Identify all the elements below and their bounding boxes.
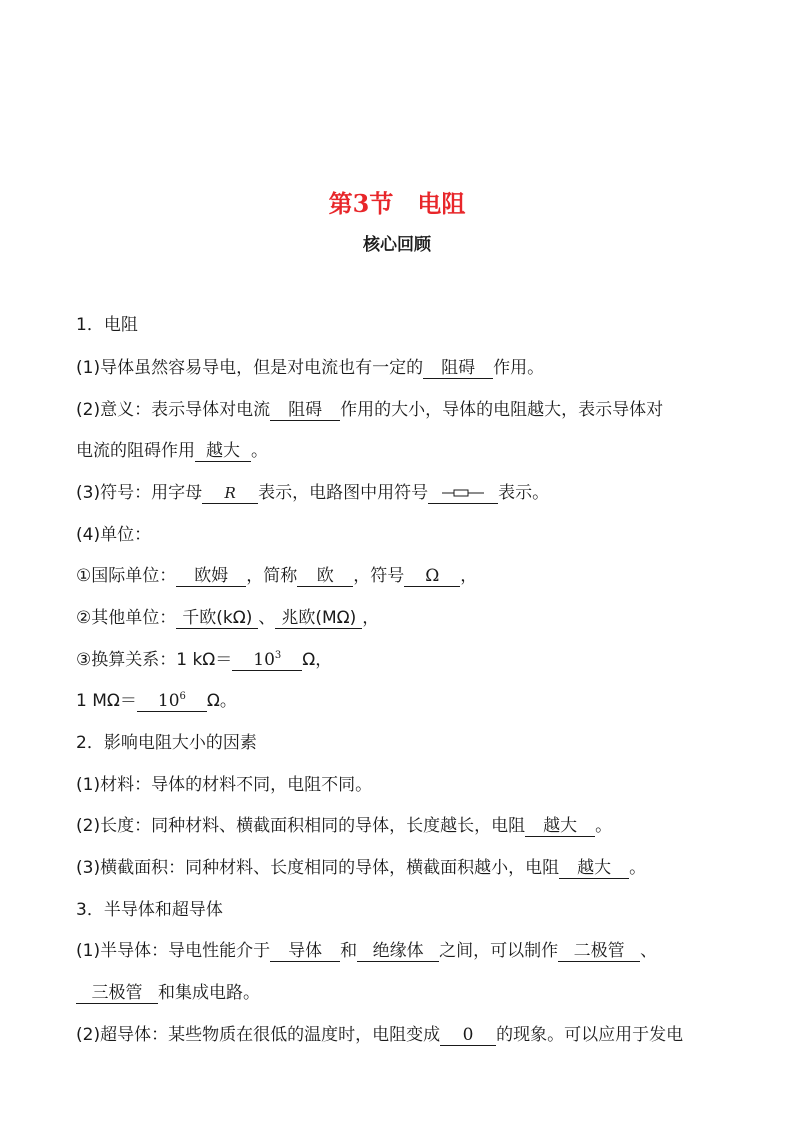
- text: ，: [460, 566, 478, 586]
- text: 表示，电路图中用符号: [258, 483, 429, 503]
- answer-blank: [232, 650, 302, 671]
- section-2-heading: 2．影响电阻大小的因素: [76, 733, 257, 753]
- answer-blank: 千欧(kΩ): [176, 608, 258, 629]
- text: 1 MΩ＝: [76, 691, 137, 711]
- resistor-symbol-blank: [428, 483, 498, 504]
- text: 和集成电路。: [158, 983, 260, 1003]
- s3-p1: [76, 939, 657, 963]
- s1-u1: [76, 564, 477, 588]
- power-exponent: 3: [274, 650, 282, 661]
- text: Ω，: [302, 650, 333, 670]
- resistor-symbol-icon: [440, 487, 486, 499]
- s1-p2-cont: [76, 439, 268, 463]
- answer-blank: 0: [440, 1025, 496, 1046]
- answer-blank: 越大: [559, 858, 629, 879]
- answer-blank: 二极管: [558, 941, 640, 962]
- text: 之间，可以制作: [439, 941, 559, 961]
- section-subtitle: 核心回顾: [363, 235, 431, 255]
- s1-p2: [76, 398, 663, 422]
- answer-blank: 导体: [270, 941, 340, 962]
- answer-blank: [137, 691, 207, 712]
- text: (2)长度：同种材料、横截面积相同的导体，长度越长，电阻: [76, 816, 526, 836]
- answer-blank: 绝缘体: [357, 941, 439, 962]
- text: 。: [629, 858, 647, 878]
- answer-blank: Ω: [404, 566, 460, 587]
- text: (2)意义：表示导体对电流: [76, 400, 271, 420]
- text: Ω。: [206, 691, 237, 711]
- text: 。: [251, 441, 268, 461]
- text: ①国际单位：: [76, 566, 177, 586]
- power-exponent: 6: [179, 691, 186, 702]
- answer-blank: 越大: [525, 816, 595, 837]
- s1-u3: [76, 648, 332, 672]
- page-title: 第3节 电阻: [328, 189, 466, 218]
- answer-blank: 三极管: [76, 983, 158, 1004]
- power-base: 10: [157, 691, 180, 711]
- text: 、: [258, 608, 276, 628]
- answer-blank: 越大: [195, 441, 251, 462]
- text: (3)横截面积：同种材料、长度相同的导体，横截面积越小，电阻: [76, 858, 560, 878]
- text: 电流的阻碍作用: [76, 441, 195, 461]
- text: (3)符号：用字母: [76, 483, 203, 503]
- text: ，: [362, 608, 380, 628]
- s1-u4: [76, 689, 237, 713]
- power-base: 10: [253, 650, 275, 670]
- s2-p2: [76, 814, 612, 838]
- text: ，简称: [246, 566, 298, 586]
- section-1-heading: 1．电阻: [76, 315, 138, 335]
- answer-blank: R: [202, 483, 258, 504]
- s3-p1-cont: [76, 981, 260, 1005]
- s3-p2: [76, 1023, 683, 1047]
- s2-p1: (1)材料：导体的材料不同，电阻不同。: [76, 775, 373, 795]
- answer-blank: 阻碍: [270, 400, 340, 421]
- section-3-heading: 3．半导体和超导体: [76, 900, 223, 920]
- answer-blank: 欧: [297, 566, 353, 587]
- s2-p3: [76, 856, 646, 880]
- s1-p4: (4)单位：: [76, 525, 152, 545]
- text: 的现象。可以应用于发电: [496, 1025, 684, 1045]
- text: (2)超导体：某些物质在很低的温度时，电阻变成: [76, 1025, 441, 1045]
- answer-blank: 阻碍: [423, 358, 493, 379]
- s1-u2: [76, 606, 379, 630]
- text: 。: [595, 816, 613, 836]
- answer-blank: 欧姆: [176, 566, 246, 587]
- text: 、: [640, 941, 658, 961]
- text: (1)导体虽然容易导电，但是对电流也有一定的: [76, 358, 424, 378]
- s1-p3: [76, 481, 549, 505]
- text: ③换算关系：1 kΩ＝: [76, 650, 233, 670]
- answer-blank: 兆欧(MΩ): [275, 608, 362, 629]
- text: ，符号: [353, 566, 405, 586]
- text: 作用的大小，导体的电阻越大，表示导体对: [340, 400, 664, 420]
- text: 和: [340, 941, 358, 961]
- text: ②其他单位：: [76, 608, 177, 628]
- s1-p1: [76, 356, 544, 380]
- text: 作用。: [493, 358, 545, 378]
- text: 表示。: [498, 483, 550, 503]
- text: (1)半导体：导电性能介于: [76, 941, 271, 961]
